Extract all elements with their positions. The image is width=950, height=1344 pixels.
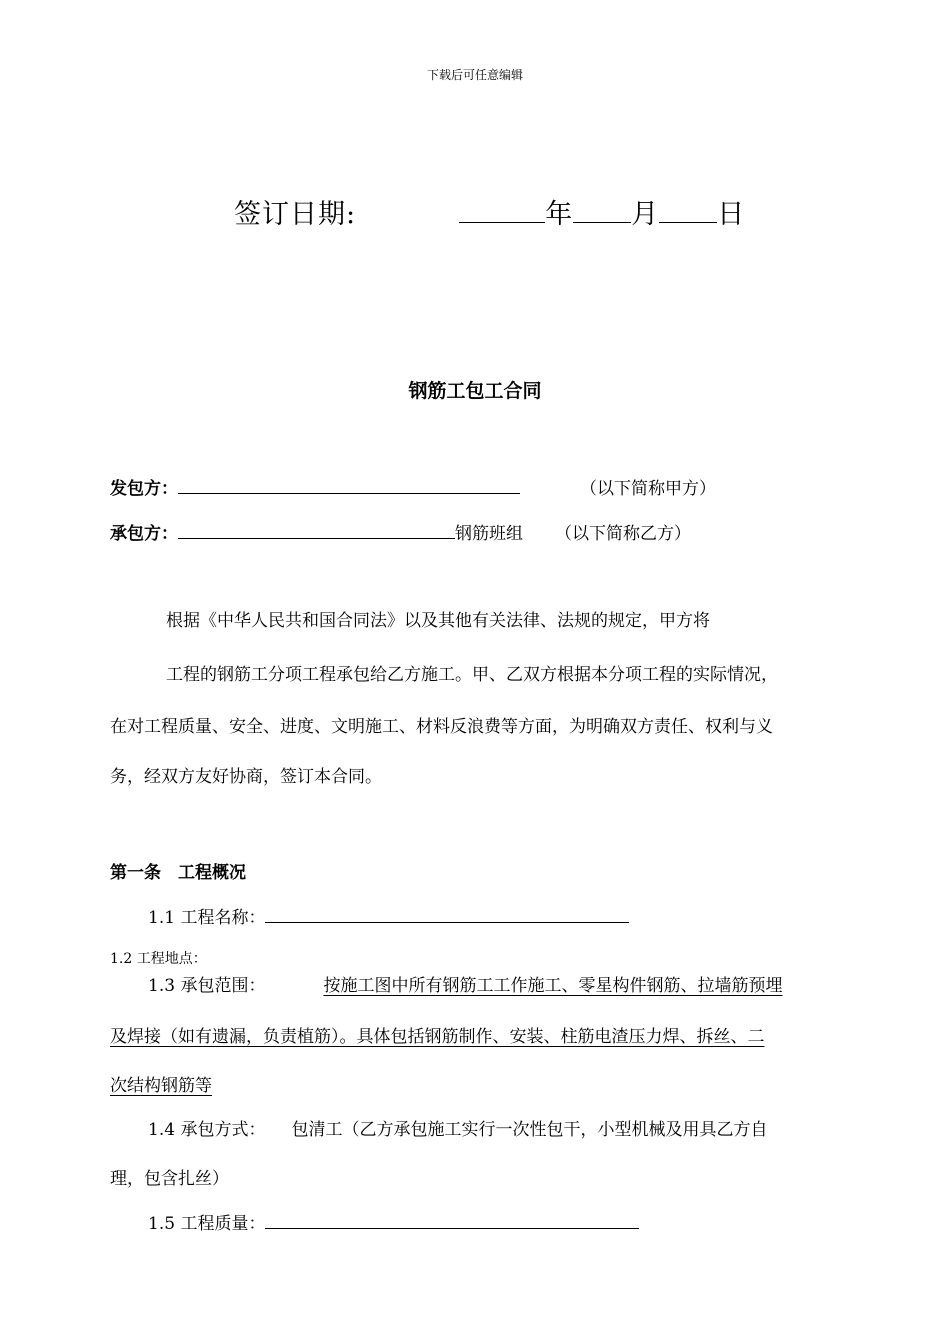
item-1-3 <box>148 971 782 996</box>
intro-line-4: 务，经双方友好协商，签订本合同。 <box>110 767 382 787</box>
year-label: 年 <box>545 199 574 230</box>
day-blank <box>659 196 717 223</box>
item-1-3-text-1: 按施工图中所有钢筋工工作施工、零星构件钢筋、拉墙筋预埋 <box>323 976 783 996</box>
party-b-label: 承包方： <box>110 524 178 544</box>
item-1-5-label: 1.5 工程质量： <box>148 1214 266 1234</box>
item-1-1 <box>148 903 629 928</box>
intro-line-3: 在对工程质量、安全、进度、文明施工、材料反浪费等方面，为明确双方责任、权利与义 <box>110 717 773 737</box>
day-label: 日 <box>717 199 746 230</box>
item-1-3-text-3: 次结构钢筋等 <box>110 1076 212 1096</box>
intro-line-2: 工程的钢筋工分项工程承包给乙方施工。甲、乙双方根据本分项工程的实际情况， <box>166 665 778 685</box>
article-1-heading: 第一条 工程概况 <box>110 863 246 883</box>
item-1-4-text-2: 理，包含扎丝） <box>110 1169 229 1189</box>
item-1-1-label: 1.1 工程名称： <box>148 908 266 928</box>
party-a-suffix: （以下简称甲方） <box>580 479 716 499</box>
item-1-5 <box>148 1209 639 1234</box>
intro-line-1: 根据《中华人民共和国合同法》以及其他有关法律、法规的规定，甲方将 <box>166 611 710 631</box>
item-1-4-label: 1.4 承包方式： <box>148 1120 266 1140</box>
item-1-4 <box>148 1115 767 1140</box>
party-a-blank <box>178 475 520 494</box>
item-1-3-label: 1.3 承包范围： <box>148 976 266 996</box>
item-1-2-label: 1.2 工程地点： <box>110 951 207 967</box>
item-1-3-text-2: 及焊接（如有遗漏，负责植筋）。具体包括钢筋制作、安装、柱筋电渣压力焊、拆丝、二 <box>110 1027 765 1047</box>
page-header-note: 下载后可任意编辑 <box>426 68 523 82</box>
document-title: 钢筋工包工合同 <box>408 380 542 402</box>
party-a-row <box>110 474 716 499</box>
party-b-row <box>110 519 691 544</box>
sign-date-label: 签订日期: <box>234 199 357 230</box>
party-a-label: 发包方： <box>110 479 178 499</box>
quality-blank <box>265 1210 639 1229</box>
item-1-4-text-1: 包清工（乙方承包施工实行一次性包干，小型机械及用具乙方自 <box>291 1120 768 1140</box>
party-b-blank <box>178 520 455 539</box>
party-b-suffix: （以下简称乙方） <box>555 524 691 544</box>
project-name-blank <box>265 904 629 923</box>
month-label: 月 <box>631 199 660 230</box>
month-blank <box>573 196 631 223</box>
year-blank <box>459 196 545 223</box>
party-b-team: 钢筋班组 <box>455 524 523 544</box>
sign-date-line <box>234 192 745 231</box>
